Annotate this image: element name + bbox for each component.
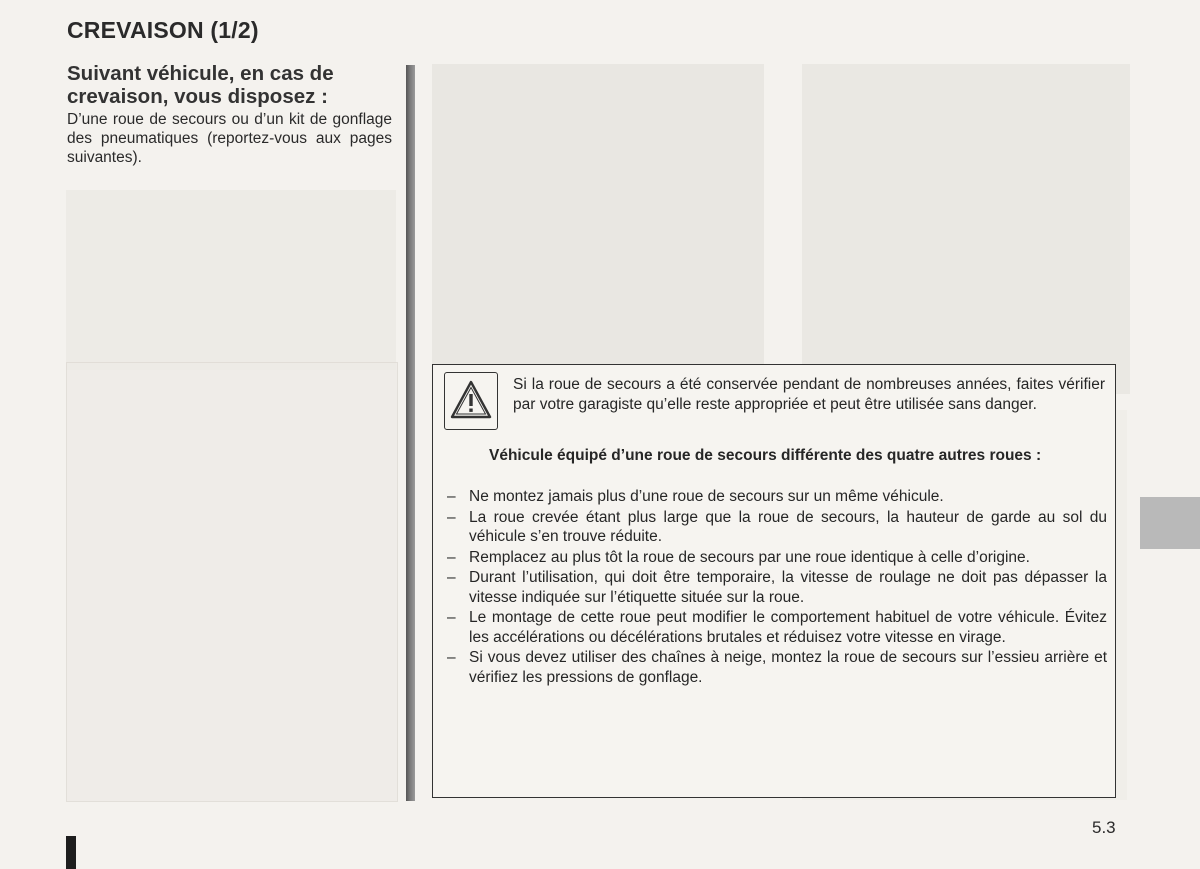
bleed-through-box-left	[66, 362, 398, 802]
list-item	[447, 487, 1107, 507]
notice-box	[432, 364, 1116, 798]
list-item	[447, 508, 1107, 547]
column-divider-bar	[406, 65, 415, 801]
list-item-text: La roue crevée étant plus large que la roue de secours, la hauteur de garde au sol du véhicule s’en trouve réduite.	[469, 508, 1107, 545]
list-item-text: Ne montez jamais plus d’une roue de secours sur un même véhicule.	[469, 488, 944, 505]
list-item-text: Durant l’utilisation, qui doit être temporaire, la vitesse de roulage ne doit pas dépasser la vitesse indiquée sur l’étiquette située sur la roue.	[469, 569, 1107, 606]
bullet-dash: –	[447, 508, 456, 526]
list-item-text: Remplacez au plus tôt la roue de secours par une roue identique à celle d’origine.	[469, 548, 1030, 566]
warning-triangle-icon-graphic	[449, 379, 493, 421]
list-item	[447, 548, 1107, 568]
notice-subheading: Véhicule équipé d’une roue de secours différente des quatre autres roues :	[489, 447, 1042, 464]
list-item	[447, 648, 1107, 687]
list-item	[447, 568, 1107, 607]
bullet-dash: –	[447, 649, 456, 666]
page-number: 5.3	[1092, 818, 1116, 837]
bullet-list	[447, 487, 1107, 688]
bullet-dash: –	[447, 548, 456, 566]
list-item-text: Si vous devez utiliser des chaînes à neige, montez la roue de secours sur l’essieu arrière et vérifiez les pressions de gonflage.	[469, 649, 1107, 686]
bullet-dash: –	[447, 488, 456, 505]
section-heading: Suivant véhicule, en cas de crevaison, vous disposez :	[67, 62, 334, 108]
bottom-edge-bar	[66, 836, 76, 869]
bullet-dash: –	[447, 609, 456, 626]
chapter-side-tab	[1140, 497, 1200, 549]
list-item	[447, 608, 1107, 647]
bleed-through-photo-left	[66, 190, 396, 370]
warning-text: Si la roue de secours a été conservée pendant de nombreuses années, faites vérifier par votre garagiste qu’elle reste appropriée et peut être utilisée sans danger.	[513, 376, 1105, 413]
page-title: CREVAISON (1/2)	[67, 17, 259, 43]
warning-triangle-icon	[444, 372, 498, 430]
list-item-text: Le montage de cette roue peut modifier le comportement habituel de votre véhicule. Évitez les accélérations ou décélérations brutales et réduisez votre vitesse en virage.	[469, 609, 1107, 646]
bleed-through-photo-middle	[432, 64, 764, 364]
bullet-dash: –	[447, 569, 456, 586]
intro-paragraph: D’une roue de secours ou d’un kit de gonflage des pneumatiques (reportez-vous aux pages suivantes).	[67, 111, 392, 166]
bleed-through-photo-right	[802, 64, 1130, 394]
